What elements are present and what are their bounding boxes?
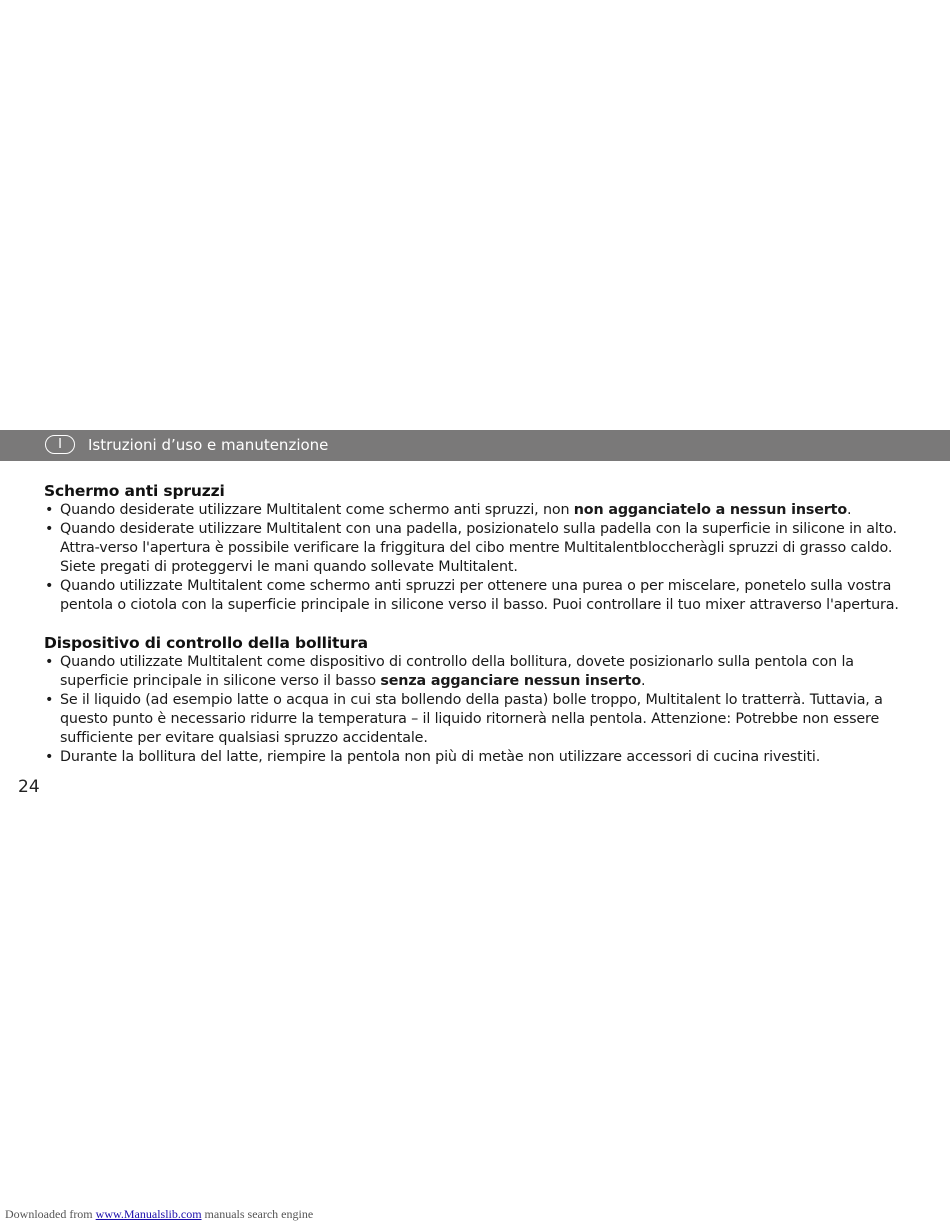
download-footer: [5, 1207, 313, 1222]
manualslib-link[interactable]: www.Manualslib.com: [95, 1207, 202, 1221]
list-item: • Quando utilizzate Multitalent come schermo anti spruzzi per ottenere una purea o per miscelare, ponetelo sulla vostra pentola o ciotola con la superficie principale in silicone verso il basso. Puoi controllare il tuo mixer attraverso l'apertura.: [44, 577, 904, 615]
item-text: Quando utilizzate Multitalent come dispositivo di controllo della bollitura, dovete posizionarlo sulla pentola con la superficie principale in silicone verso il basso: [60, 654, 854, 689]
footer-prefix: Downloaded from: [5, 1207, 96, 1221]
list-item: [44, 653, 904, 691]
item-text: Quando desiderate utilizzare Multitalent come schermo anti spruzzi, non: [60, 502, 574, 518]
page-number: 24: [18, 777, 40, 797]
section-title: Dispositivo di controllo della bollitura: [44, 634, 368, 652]
language-badge: I: [45, 435, 75, 454]
list-item: [44, 501, 904, 520]
manual-content: [44, 481, 904, 767]
section-boil-control: [44, 633, 904, 767]
list-item: • Durante la bollitura del latte, riempire la pentola non più di metàe non utilizzare accessori di cucina rivestiti.: [44, 748, 904, 767]
item-text-end: .: [847, 502, 852, 518]
bullet-list: [44, 501, 904, 615]
list-item: • Quando desiderate utilizzare Multitalent con una padella, posizionatelo sulla padella con la superficie in silicone in alto. Attra-verso l'apertura è possibile verificare la friggitura del cibo mentre Multitalentbloccheràgli spruzzi di grasso caldo. Siete pregati di proteggervi le mani quando sollevate Multitalent.: [44, 520, 904, 577]
section-title: Schermo anti spruzzi: [44, 482, 225, 500]
bullet-list: [44, 653, 904, 767]
footer-suffix: manuals search engine: [201, 1207, 314, 1221]
item-text-end: .: [641, 673, 646, 689]
header-title: Istruzioni d’uso e manutenzione: [88, 436, 329, 454]
section-splash-guard: [44, 481, 904, 615]
section-header-bar: [0, 430, 950, 461]
item-bold-text: non agganciatelo a nessun inserto: [573, 502, 848, 518]
list-item: • Se il liquido (ad esempio latte o acqua in cui sta bollendo della pasta) bolle troppo, Multitalent lo tratterrà. Tuttavia, a questo punto è necessario ridurre la temperatura – il liquido ritornerà nella pentola. Attenzione: Potrebbe non essere sufficiente per evitare qualsiasi spruzzo accidentale.: [44, 691, 904, 748]
item-bold-text: senza agganciare nessun inserto: [380, 673, 641, 689]
